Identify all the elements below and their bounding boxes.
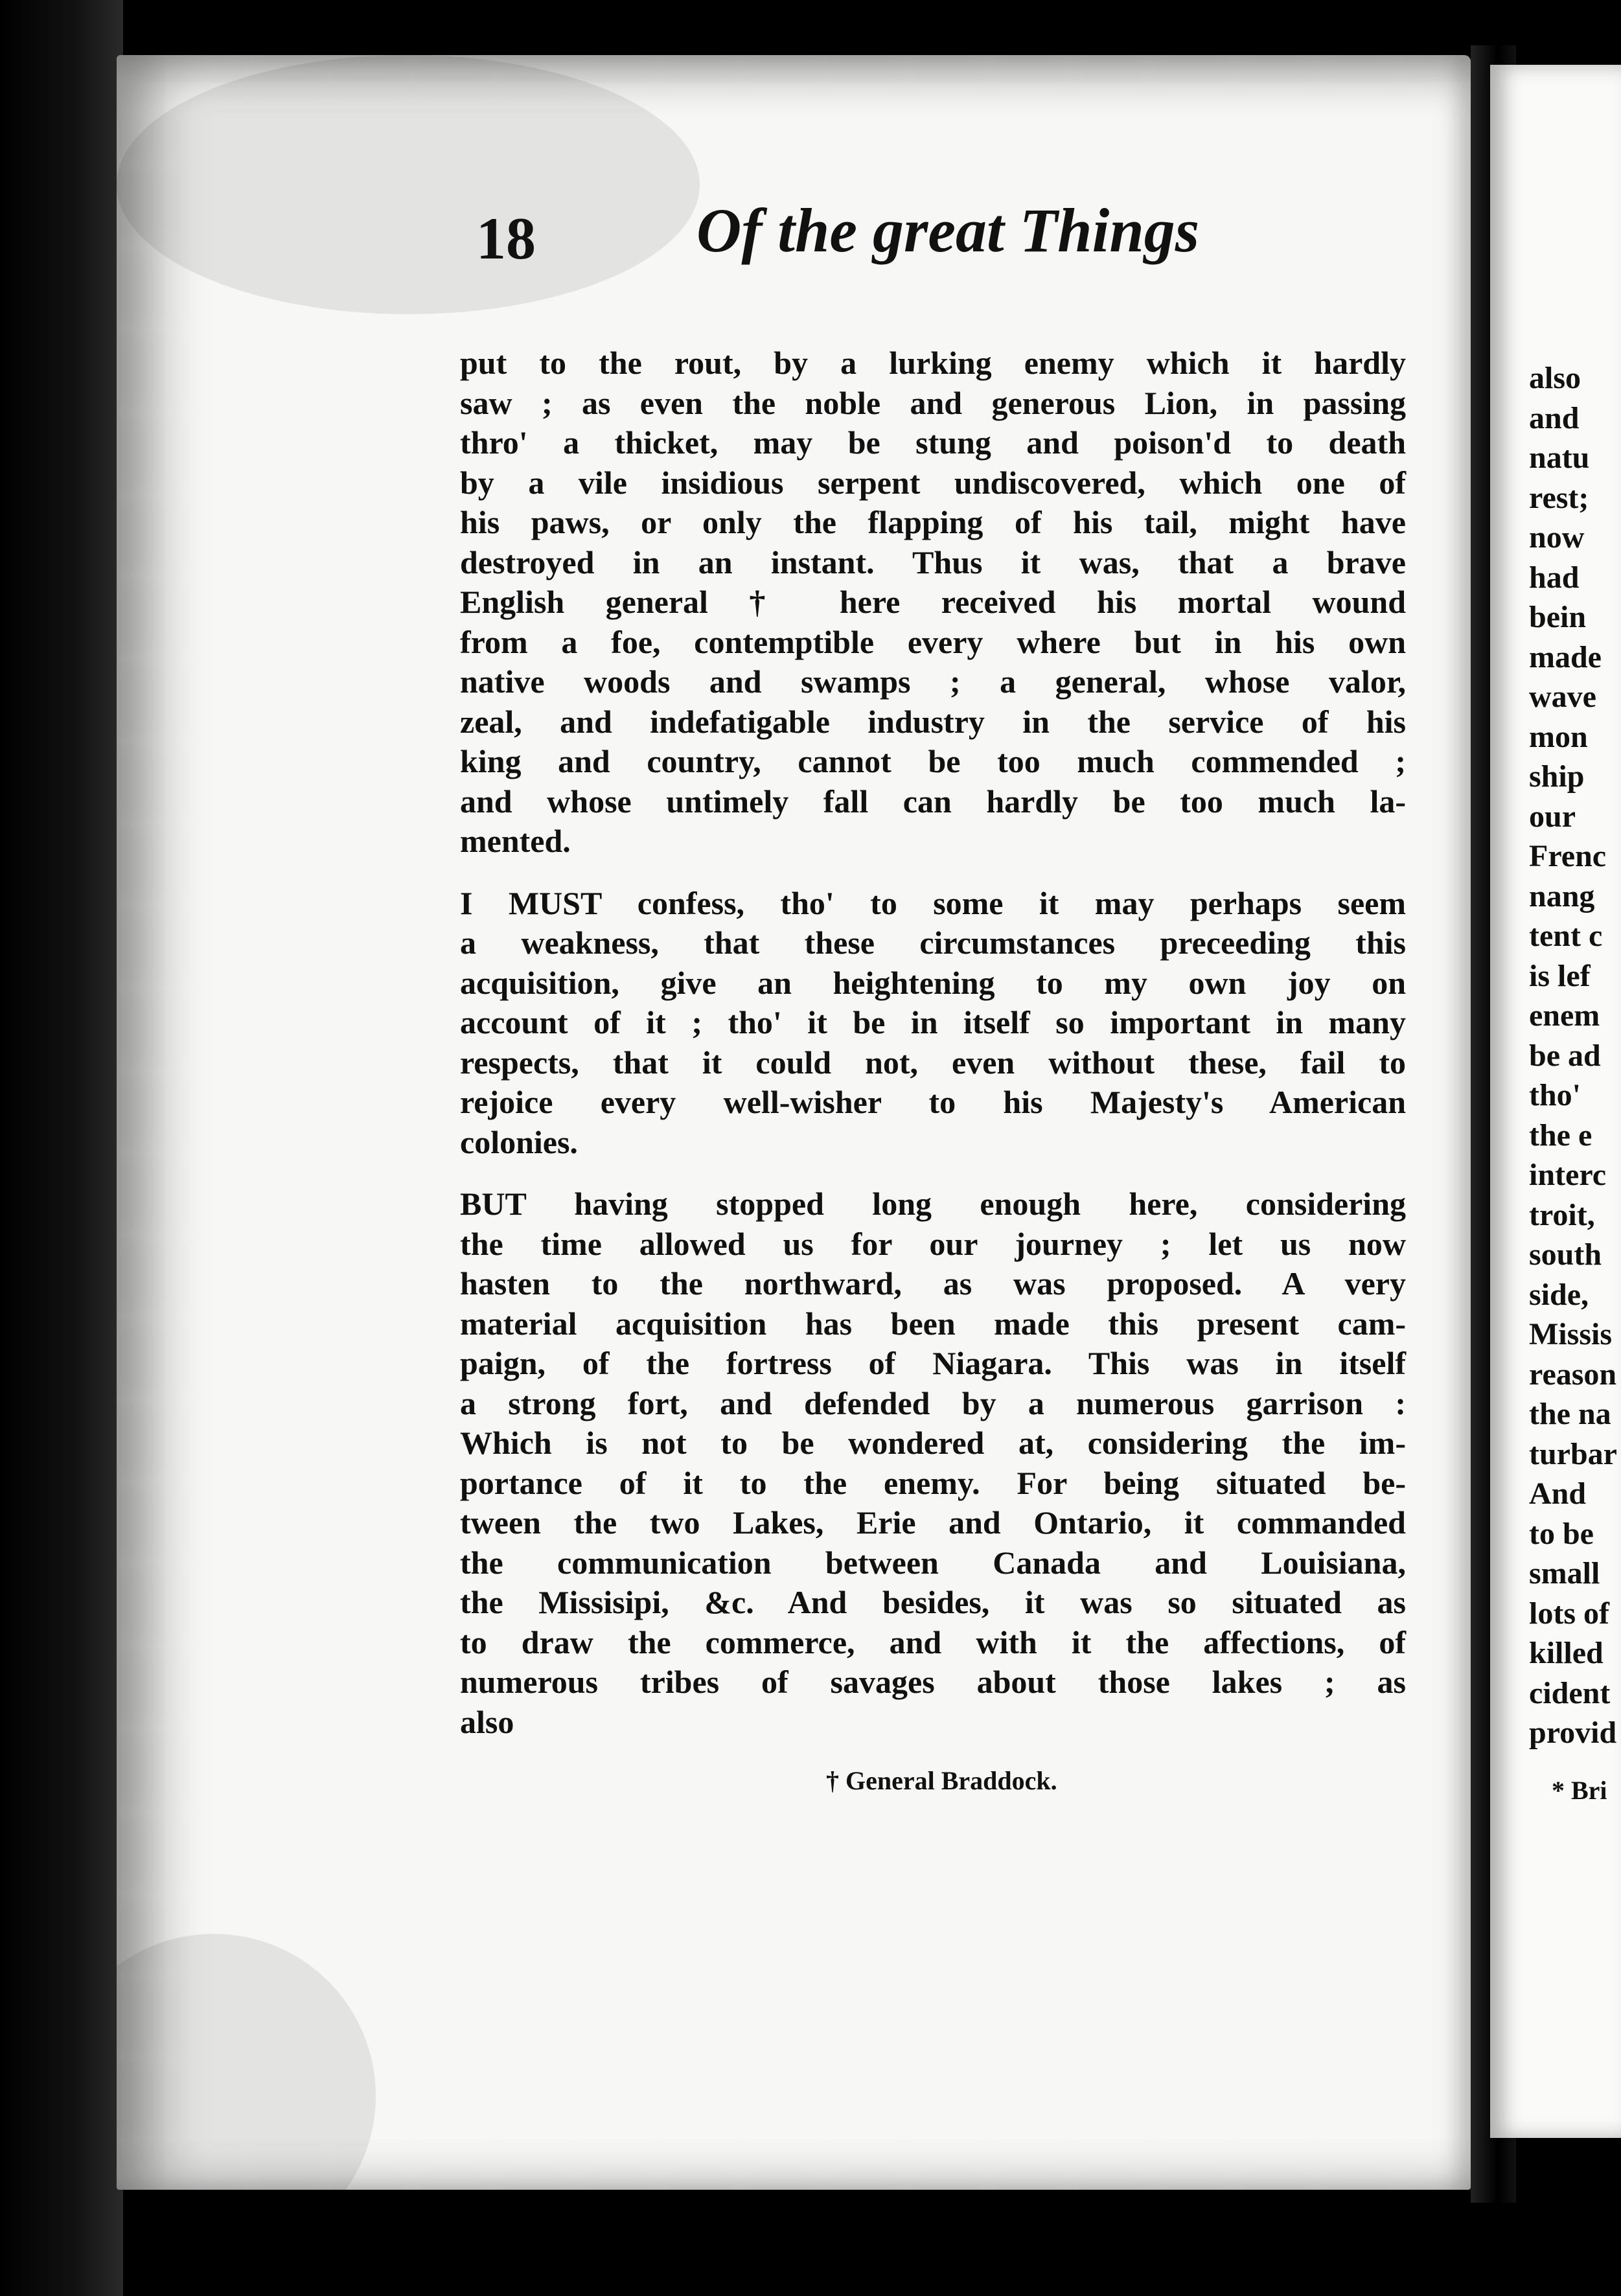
facing-page-line: our — [1529, 799, 1576, 834]
facing-page-line: be ad — [1529, 1038, 1601, 1073]
text-line: to draw the commerce, and with it the affections, of — [460, 1624, 1406, 1660]
facing-page-line: provid — [1529, 1716, 1617, 1750]
text-line: native woods and swamps ; a general, whose valor, — [460, 663, 1406, 700]
facing-page-line: mon — [1529, 719, 1588, 754]
text-line: numerous tribes of savages about those lakes ; as — [460, 1664, 1406, 1700]
facing-page-text — [1529, 358, 1621, 1753]
facing-page-line: nang — [1529, 878, 1595, 913]
text-line: saw ; as even the noble and generous Lion, in passing — [460, 384, 1406, 421]
facing-page-line: troit, — [1529, 1197, 1595, 1232]
facing-page-line: natu — [1529, 441, 1590, 475]
facing-page-line: killed — [1529, 1636, 1604, 1670]
facing-page-line: tho' — [1529, 1078, 1581, 1112]
text-line: by a vile insidious serpent undiscovered, which one of — [460, 464, 1406, 501]
facing-page-line: had — [1529, 560, 1580, 595]
facing-page-line: ship — [1529, 759, 1585, 794]
text-line: the communication between Canada and Louisiana, — [460, 1544, 1406, 1581]
text-line: tween the two Lakes, Erie and Ontario, it commanded — [460, 1504, 1406, 1541]
footnote: † General Braddock. — [826, 1766, 1057, 1795]
text-line: paign, of the fortress of Niagara. This was in itself — [460, 1345, 1406, 1381]
facing-page-line: rest; — [1529, 480, 1589, 515]
facing-page-line: and — [1529, 400, 1580, 435]
facing-page-line: south — [1529, 1237, 1602, 1272]
text-line: a strong fort, and defended by a numerous garrison : — [460, 1384, 1406, 1421]
facing-page-line: lots of — [1529, 1596, 1609, 1631]
facing-page-line: side, — [1529, 1277, 1589, 1312]
text-line: his paws, or only the flapping of his tail, might have — [460, 504, 1406, 540]
page-number: 18 — [476, 205, 536, 271]
facing-page-line: the e — [1529, 1118, 1592, 1153]
facing-page-line: wave — [1529, 680, 1596, 714]
paragraph-break — [460, 1162, 1406, 1184]
text-line: account of it ; tho' it be in itself so important in many — [460, 1004, 1406, 1040]
text-line: the time allowed us for our journey ; let us now — [460, 1225, 1406, 1262]
paragraph-break — [460, 862, 1406, 884]
text-line: mented. — [460, 823, 571, 859]
facing-page-line: the na — [1529, 1397, 1611, 1431]
text-line: I MUST confess, tho' to some it may perhaps seem — [460, 884, 1406, 921]
facing-page-line: to be — [1529, 1516, 1594, 1551]
text-line: a weakness, that these circumstances preceeding this — [460, 924, 1406, 961]
text-line: destroyed in an instant. Thus it was, that a brave — [460, 544, 1406, 580]
text-line: respects, that it could not, even without these, fail to — [460, 1044, 1406, 1081]
facing-page-line: is lef — [1529, 958, 1591, 993]
book-binding-edge — [0, 0, 123, 2296]
facing-page-line: now — [1529, 520, 1585, 555]
facing-page-line: interc — [1529, 1158, 1607, 1192]
running-head: Of the great Things — [696, 196, 1200, 265]
text-line: put to the rout, by a lurking enemy which it hardly — [460, 345, 1406, 381]
facing-page-footnote: * Bri — [1552, 1776, 1607, 1805]
facing-page-line: small — [1529, 1556, 1600, 1590]
facing-page-line: cident — [1529, 1675, 1611, 1710]
body-text — [460, 343, 1406, 1742]
text-line: also — [460, 1703, 514, 1740]
text-line: portance of it to the enemy. For being situated be- — [460, 1464, 1406, 1501]
facing-page-line: And — [1529, 1476, 1587, 1511]
text-line: hasten to the northward, as was proposed. A very — [460, 1265, 1406, 1302]
text-line: English general † here received his mortal wound — [460, 584, 1406, 620]
text-line: acquisition, give an heightening to my own joy on — [460, 964, 1406, 1001]
text-line: zeal, and indefatigable industry in the service of his — [460, 703, 1406, 740]
facing-page-line: turbar — [1529, 1436, 1617, 1471]
text-line: rejoice every well-wisher to his Majesty's American — [460, 1084, 1406, 1120]
facing-page-line: reason — [1529, 1357, 1617, 1392]
facing-page-line: also — [1529, 361, 1581, 395]
facing-page-line: Frenc — [1529, 839, 1607, 873]
facing-page-line: enem — [1529, 998, 1600, 1033]
text-line: and whose untimely fall can hardly be too much la- — [460, 783, 1406, 820]
facing-page-line: Missis — [1529, 1317, 1613, 1351]
text-line: the Missisipi, &c. And besides, it was so situated as — [460, 1584, 1406, 1620]
text-line: material acquisition has been made this present cam- — [460, 1305, 1406, 1342]
facing-page-line: bein — [1529, 600, 1587, 634]
text-line: thro' a thicket, may be stung and poison'd to death — [460, 424, 1406, 461]
text-line: king and country, cannot be too much commended ; — [460, 743, 1406, 779]
facing-page-line: tent c — [1529, 919, 1603, 953]
page-stain — [117, 1934, 376, 2190]
text-line: Which is not to be wondered at, considering the im- — [460, 1425, 1406, 1461]
facing-page-line: made — [1529, 639, 1602, 674]
text-line: from a foe, contemptible every where but in his own — [460, 623, 1406, 660]
page-header — [476, 194, 1318, 292]
text-line: colonies. — [460, 1123, 578, 1160]
text-line: BUT having stopped long enough here, considering — [460, 1186, 1406, 1222]
